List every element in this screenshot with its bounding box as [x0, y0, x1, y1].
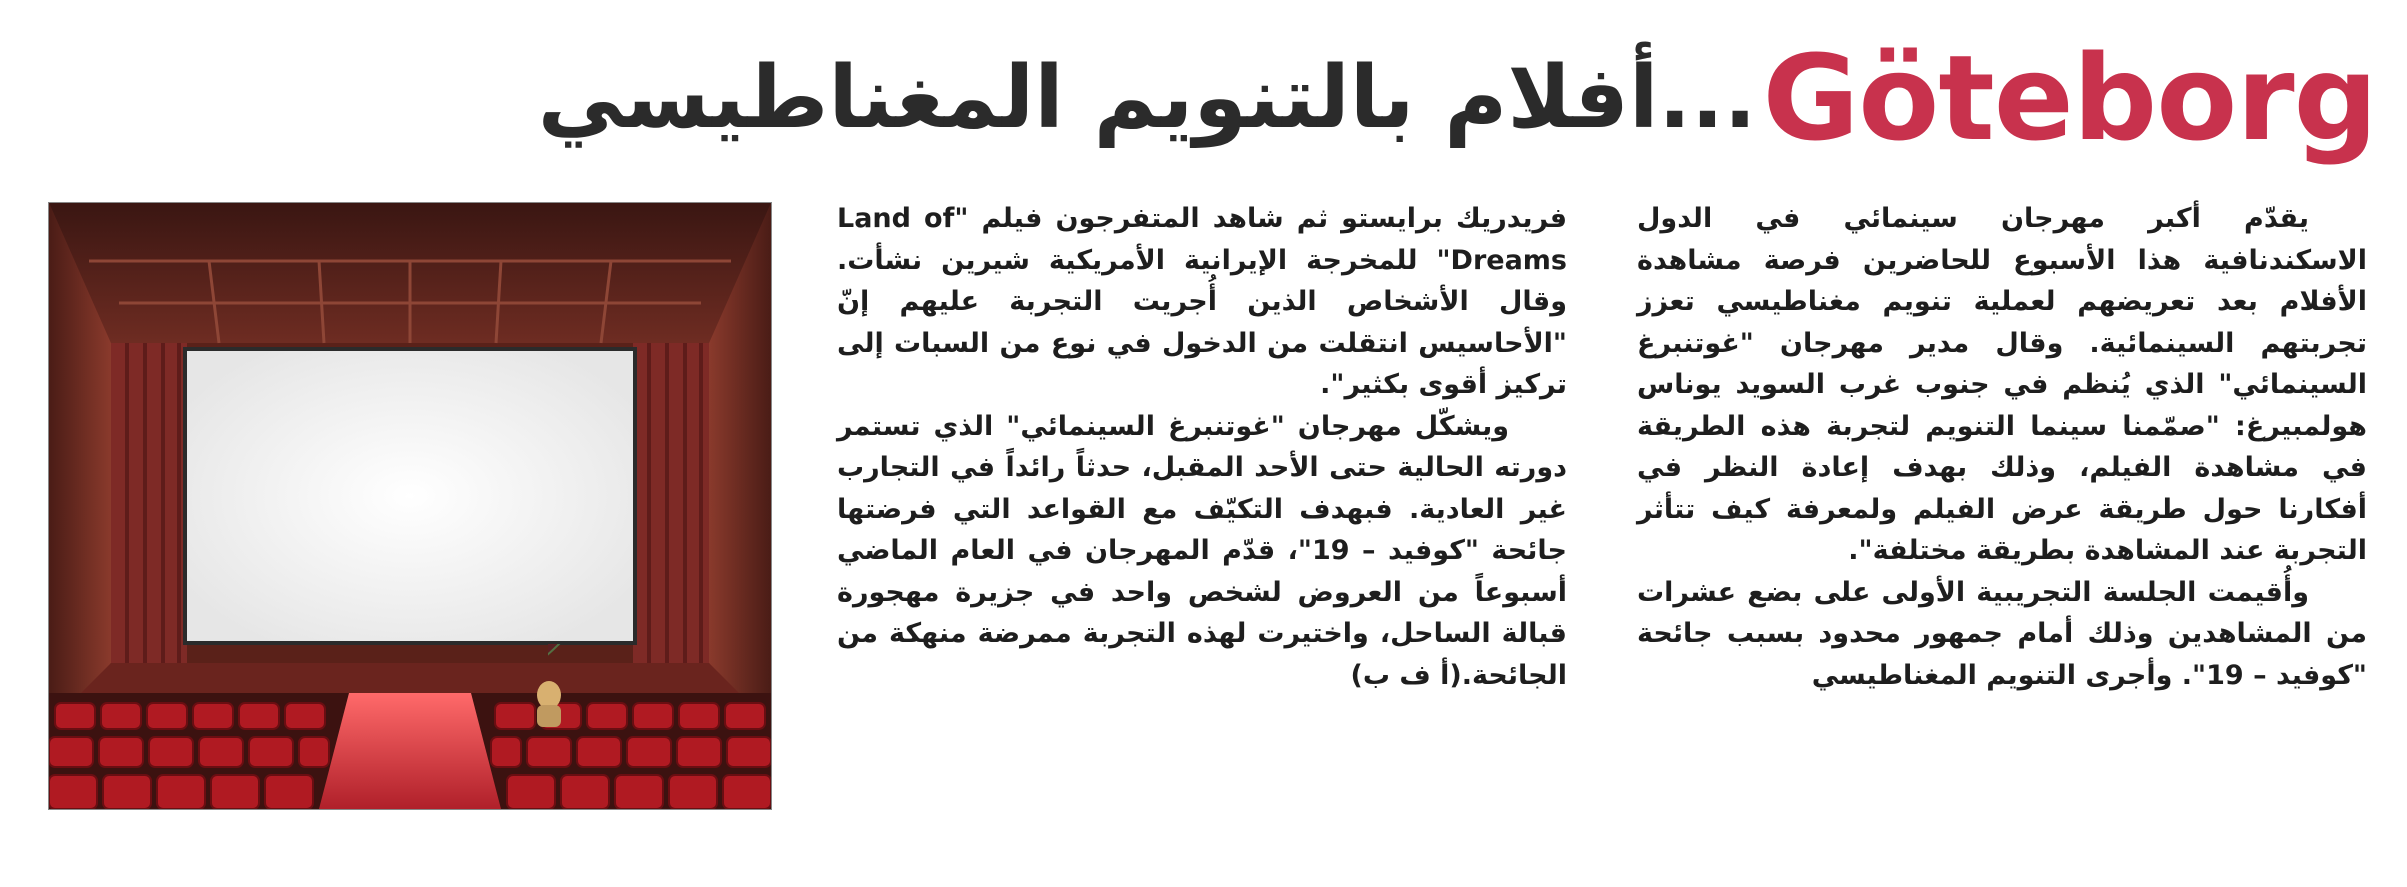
- aisle-glow: [319, 693, 501, 809]
- cinema-photo: [48, 202, 772, 810]
- right-curtain: [633, 343, 709, 663]
- screen: [187, 351, 633, 641]
- headline-latin: Göteborg: [1762, 29, 2377, 167]
- stage: [81, 663, 739, 693]
- cinema-illustration: [49, 203, 771, 809]
- article-column-right: [1637, 198, 2367, 696]
- headline: [538, 18, 2377, 178]
- left-curtain: [111, 343, 187, 663]
- paragraph: يقدّم أكبر مهرجان سينمائي في الدول الاسكندنافية هذا الأسبوع للحاضرين فرصة مشاهدة الأفلام بعد تعريضهم لعملية تنويم مغناطيسي تعزز تجربتهم السينمائية. وقال مدير مهرجان "غوتنبرغ السينمائي" الذي يُنظم في جنوب غرب السويد يوناس هولمبيرغ: "صمّمنا سينما التنويم لتجربة هذه الطريقة في مشاهدة الفيلم، وذلك بهدف إعادة النظر في أفكارنا حول طريقة عرض الفيلم ولمعرفة كيف تتأثر التجربة عند المشاهدة بطريقة مختلفة".: [1637, 203, 2367, 566]
- headline-arabic: ...أفلام بالتنويم المغناطيسي: [537, 48, 1757, 148]
- article-column-middle: [837, 198, 1567, 696]
- paragraph: فريدريك برايستو ثم شاهد المتفرجون فيلم "Land of Dreams" للمخرجة الإيرانية الأمريكية شيرين نشأت. وقال الأشخاص الذين أُجريت التجربة عليهم إنّ "الأحاسيس انتقلت من الدخول في نوع من السبات إلى تركيز أقوى بكثير".: [837, 203, 1567, 400]
- paragraph: وأُقيمت الجلسة التجريبية الأولى على بضع عشرات من المشاهدين وذلك أمام جمهور محدود بسبب جائحة "كوفيد – 19". وأجرى التنويم المغناطيسي: [1637, 576, 2367, 691]
- viewer-silhouette: [537, 681, 561, 727]
- paragraph: ويشكّل مهرجان "غوتنبرغ السينمائي" الذي تستمر دورته الحالية حتى الأحد المقبل، حدثاً رائداً في التجارب غير العادية. فبهدف التكيّف مع القواعد التي فرضتها جائحة "كوفيد – 19"، قدّم المهرجان في العام الماضي أسبوعاً من العروض لشخص واحد في جزيرة مهجورة قبالة الساحل، واختيرت لهذه التجربة ممرضة منهكة من الجائحة.(أ ف ب): [837, 410, 1567, 691]
